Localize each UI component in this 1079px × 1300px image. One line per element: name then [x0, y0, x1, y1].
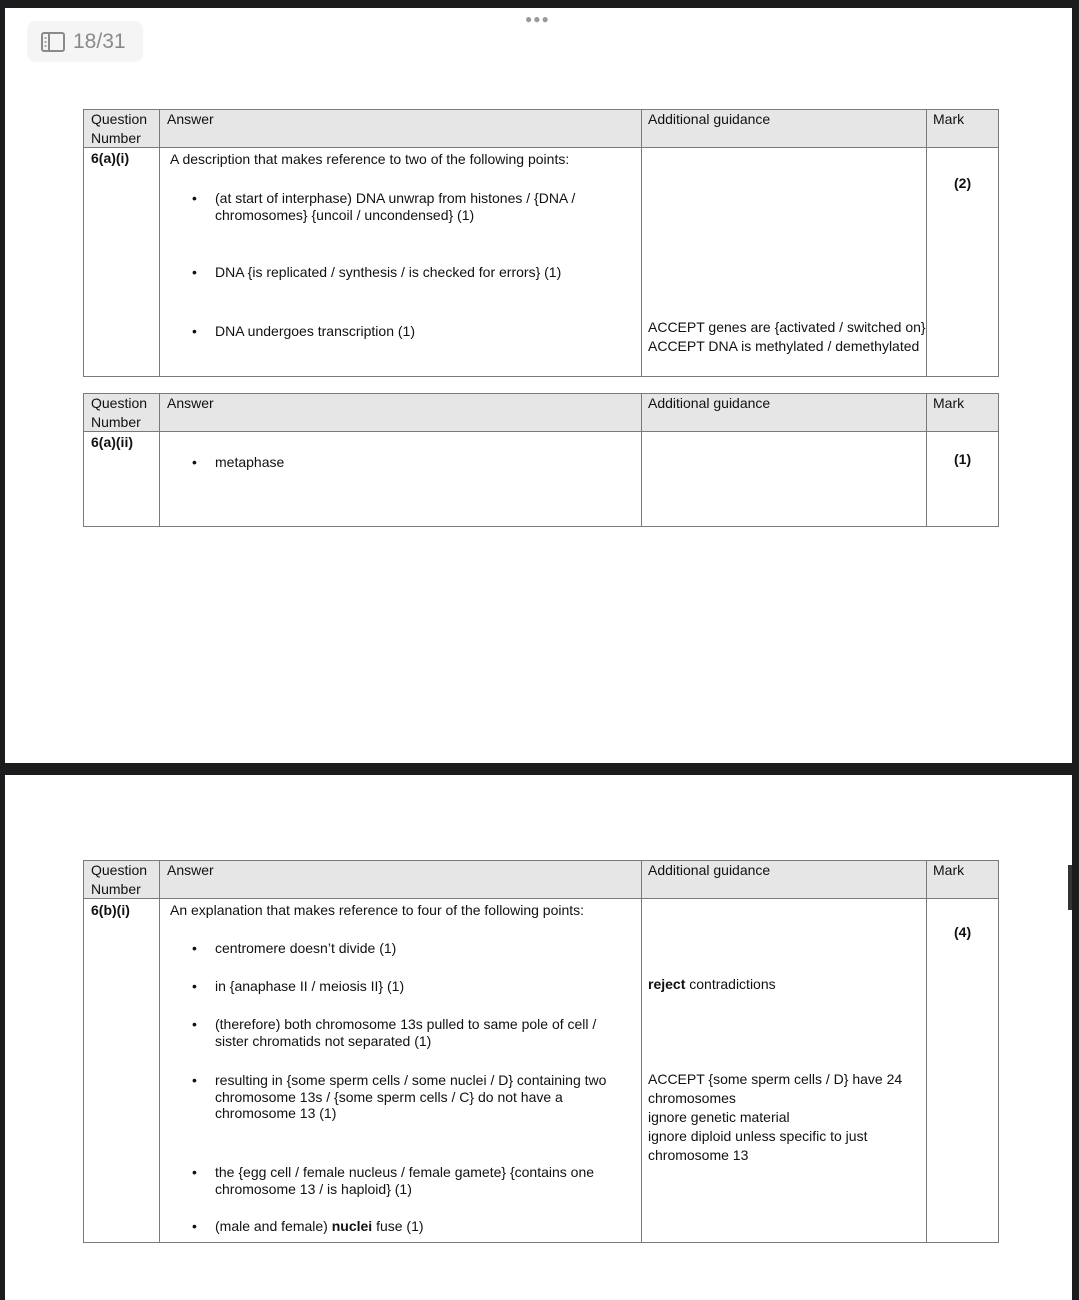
answer-point: • in {anaphase II / meiosis II} (1): [215, 978, 404, 995]
answer-point: • metaphase: [215, 454, 284, 471]
page-indicator-button[interactable]: [27, 21, 143, 62]
table-header: [84, 861, 998, 899]
page-18: [5, 8, 1072, 763]
guidance-reject: reject contradictions: [648, 976, 776, 992]
page-number: 18/31: [73, 29, 126, 53]
answer-point: • (at start of interphase) DNA unwrap from histones / {DNA / chromosomes} {uncoil / uncondensed} (1): [215, 190, 575, 223]
answer-intro: A description that makes reference to two of the following points:: [170, 151, 570, 167]
mark-value: (1): [954, 451, 972, 467]
guidance-text: ACCEPT DNA is methylated / demethylated: [648, 338, 920, 354]
header-question: Question: [91, 395, 148, 411]
guidance-text: ACCEPT {some sperm cells / D} have 24: [648, 1071, 903, 1087]
question-number: 6(a)(ii): [91, 434, 133, 450]
answer-point: • (male and female) nuclei fuse (1): [215, 1218, 424, 1235]
guidance-text: ignore genetic material: [648, 1109, 790, 1125]
answer-point: • DNA {is replicated / synthesis / is checked for errors} (1): [215, 264, 561, 281]
guidance-text: chromosome 13: [648, 1147, 749, 1163]
mark-value: (2): [954, 175, 972, 191]
scrollbar[interactable]: [1068, 865, 1072, 910]
page-19: [5, 775, 1072, 1300]
question-number: 6(a)(i): [91, 150, 130, 166]
answer-point: • DNA undergoes transcription (1): [215, 323, 415, 340]
header-question: Question: [91, 111, 148, 127]
answer-intro: An explanation that makes reference to four of the following points:: [170, 902, 585, 918]
more-options-icon[interactable]: ●●●: [525, 12, 550, 26]
header-answer: Answer: [167, 111, 214, 127]
header-answer: Answer: [167, 395, 214, 411]
header-question-2: Number: [91, 414, 141, 430]
header-question-2: Number: [91, 130, 141, 146]
mark-value: (4): [954, 924, 972, 940]
table-header: [84, 110, 998, 148]
header-question: Question: [91, 862, 148, 878]
header-mark: Mark: [933, 862, 965, 878]
answer-point: • resulting in {some sperm cells / some nuclei / D} containing two chromosome 13s / {some sperm cells / C} do not have a chromosome 13 (1): [215, 1072, 606, 1122]
question-number: 6(b)(i): [91, 902, 130, 918]
mark-scheme-table-6a-ii: [83, 393, 999, 527]
header-mark: Mark: [933, 111, 965, 127]
header-answer: Answer: [167, 862, 214, 878]
header-mark: Mark: [933, 395, 965, 411]
header-guidance: Additional guidance: [648, 395, 771, 411]
table-header: [84, 394, 998, 432]
header-guidance: Additional guidance: [648, 111, 771, 127]
mark-scheme-table-6a-i: [83, 109, 999, 377]
header-guidance: Additional guidance: [648, 862, 771, 878]
sidebar-icon: [41, 32, 65, 52]
answer-point: • the {egg cell / female nucleus / female gamete} {contains one chromosome 13 / is haploid} (1): [215, 1164, 594, 1197]
answer-point: • (therefore) both chromosome 13s pulled to same pole of cell / sister chromatids not separated (1): [215, 1016, 596, 1049]
mark-scheme-table-6b-i: [83, 860, 999, 1243]
guidance-text: ignore diploid unless specific to just: [648, 1128, 868, 1144]
header-question-2: Number: [91, 881, 141, 897]
answer-point: • centromere doesn’t divide (1): [215, 940, 396, 957]
guidance-text: chromosomes: [648, 1090, 736, 1106]
guidance-text: ACCEPT genes are {activated / switched on}: [648, 319, 926, 335]
